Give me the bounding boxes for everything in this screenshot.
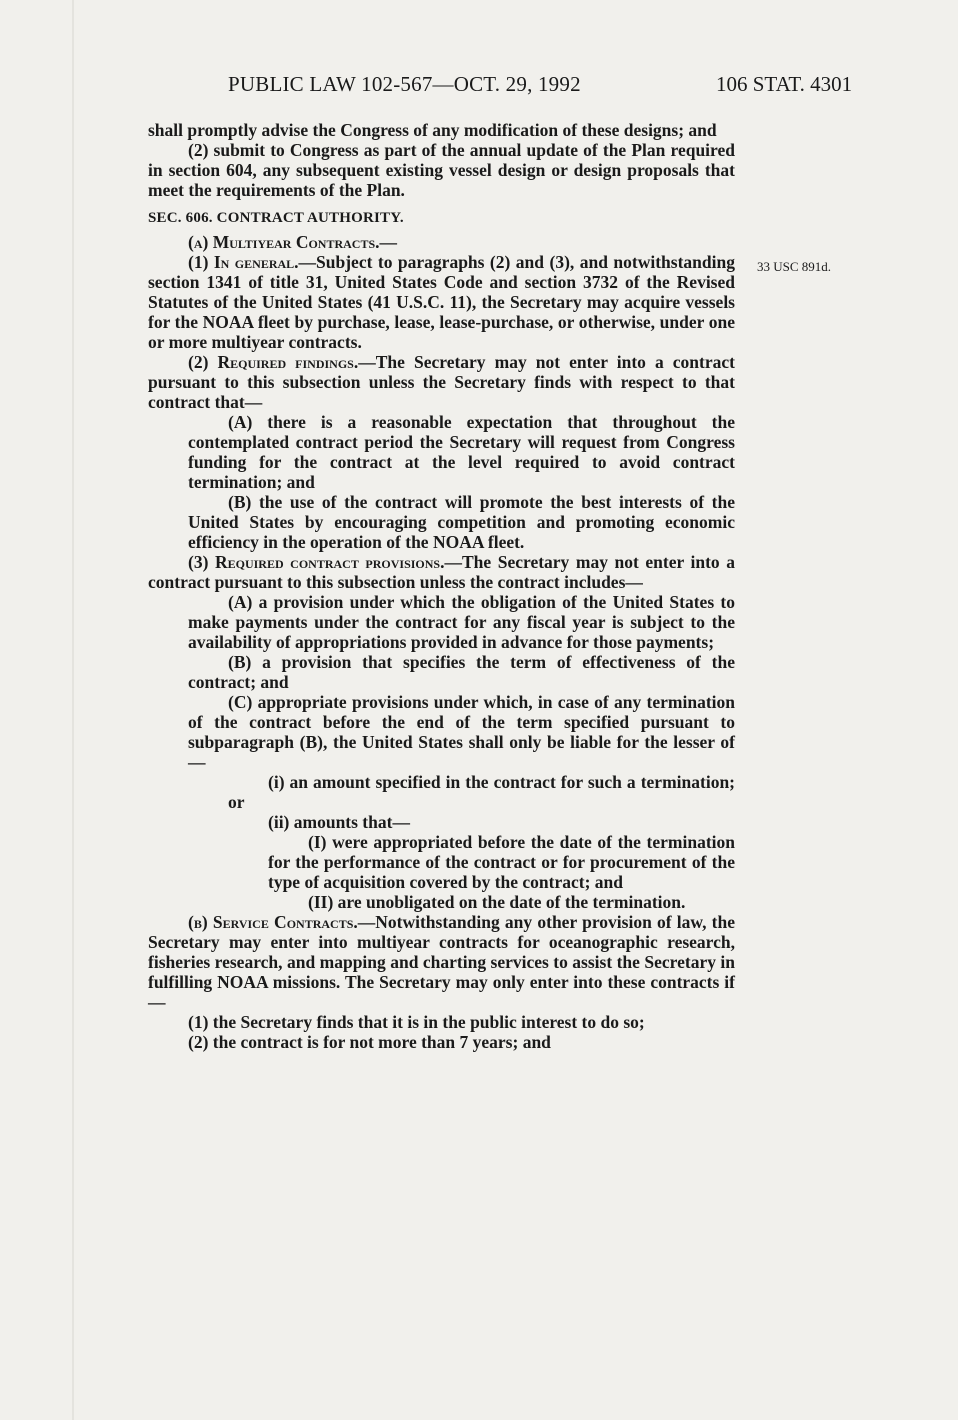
subsection-b-text: —Notwithstanding any other provision of law, the Secretary may enter into multiyear contracts for oceanographic research, fisheries research, and mapping and charting services to assist the Secretary in fulfilling NOAA missions. The Secretary may only enter into these contracts if— — [148, 912, 735, 1012]
paragraph-2: (2) submit to Congress as part of the annual update of the Plan required in section 604, any subsequent existing vessel design or design proposals that meet the requirements of the Plan. — [148, 140, 735, 200]
subsection-b-label: (b) Service Contracts. — [188, 912, 358, 932]
paragraph-a2-label: (2) Required findings. — [188, 352, 359, 372]
paragraph-continuation: shall promptly advise the Congress of any modification of these designs; and — [148, 120, 717, 140]
subparagraph-a3A: (A) a provision under which the obligation of the United States to make payments under the contract for any fiscal year is subject to the availability of appropriations provided in advance for those payments; — [188, 592, 735, 652]
paragraph-a3-text: —The Secretary may not enter into a contract pursuant to this subsection unless the contract includes— — [148, 552, 735, 592]
subparagraph-a3B: (B) a provision that specifies the term of effectiveness of the contract; and — [188, 652, 735, 692]
page-header — [0, 72, 958, 102]
subparagraph-a2B: (B) the use of the contract will promote the best interests of the United States by encouraging competition and promoting economic efficiency in the operation of the NOAA fleet. — [188, 492, 735, 552]
subclause-a3CiiI: (I) were appropriated before the date of the termination for the performance of the contract or for procurement of the type of acquisition covered by the contract; and — [268, 832, 735, 892]
paragraph-a3-label: (3) Required contract provisions. — [188, 552, 445, 572]
page-number: 106 STAT. 4301 — [716, 72, 853, 96]
subsection-a-label: (a) Multiyear Contracts.— — [188, 232, 398, 252]
paragraph-a2-text: —The Secretary may not enter into a contract pursuant to this subsection unless the Secretary finds with respect to that contract that— — [148, 352, 735, 412]
clause-a3Cii: (ii) amounts that— — [268, 812, 410, 832]
paragraph-a2 — [148, 352, 735, 412]
running-head: PUBLIC LAW 102-567—OCT. 29, 1992 — [228, 72, 581, 96]
paragraph-a1-text: —Subject to paragraphs (2) and (3), and notwithstanding section 1341 of title 31, United States Code and section 3732 of the Revised Statutes of the United States (41 U.S.C. 11), the Secretary may acquire vessels for the NOAA fleet by purchase, lease, lease-purchase, or otherwise, under one or more multiyear contracts. — [148, 252, 735, 352]
subparagraph-a3C: (C) appropriate provisions under which, in case of any termination of the contract before the end of the term specified pursuant to subparagraph (B), the United States shall only be liable for the lesser of— — [188, 692, 735, 772]
margin-citation: 33 USC 891d. — [757, 259, 832, 274]
paragraph-a3 — [148, 552, 735, 592]
paragraph-a1 — [148, 252, 735, 352]
paragraph-b1: (1) the Secretary finds that it is in the public interest to do so; — [188, 1012, 645, 1032]
page-edge-shadow — [72, 0, 74, 1420]
subsection-b — [148, 912, 735, 1012]
statute-text — [148, 120, 735, 1052]
section-heading: SEC. 606. CONTRACT AUTHORITY. — [148, 210, 404, 226]
subsection-a-heading — [148, 232, 735, 252]
paragraph-a1-label: (1) In general. — [188, 252, 299, 272]
subparagraph-a2A: (A) there is a reasonable expectation that throughout the contemplated contract period the Secretary will request from Congress funding for the contract at the level required to avoid contract termination; and — [188, 412, 735, 492]
paragraph-b2: (2) the contract is for not more than 7 years; and — [188, 1032, 551, 1052]
subclause-a3CiiII: (II) are unobligated on the date of the termination. — [308, 892, 686, 912]
clause-a3Ci: (i) an amount specified in the contract for such a termination; or — [228, 772, 735, 812]
